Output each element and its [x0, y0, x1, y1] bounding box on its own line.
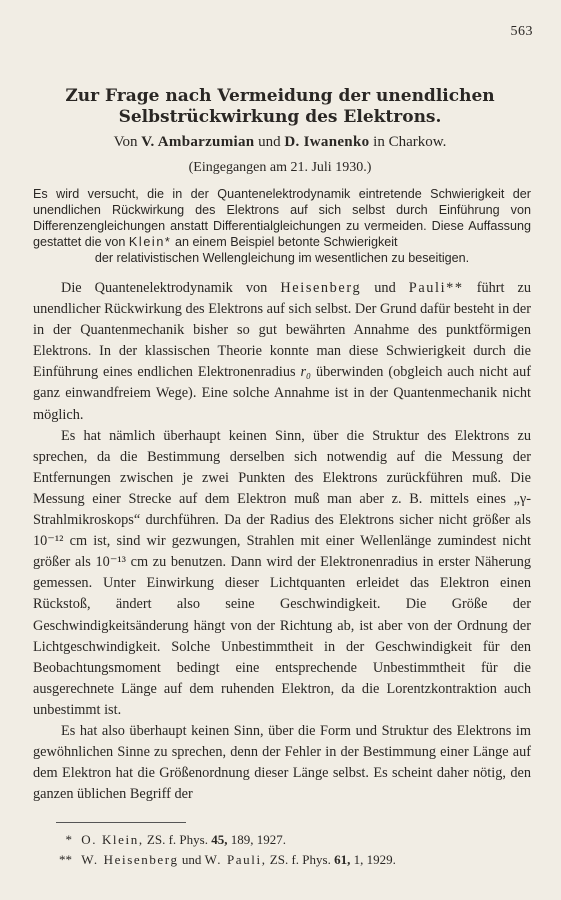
received-date: (Eingegangen am 21. Juli 1930.)	[188, 160, 372, 175]
byline	[40, 134, 520, 151]
p1-text-b: und	[374, 280, 396, 296]
abstract-text: Es wird versucht, die in der Quantenelektrodynamik eintretende Schwierigkeit der unendlichen Rückwirkung des Elektrons auf sich selbst durch Einführung von Differenzengleichungen anstatt Differentialgleichungen zu vermeiden. Diese Auffassung gestattet die von	[33, 187, 531, 249]
footnote-author: O. Klein,	[81, 832, 144, 847]
footnote-journal: ZS. f. Phys.	[146, 832, 208, 847]
footnote-1	[50, 830, 520, 850]
p1-text-a: Die Quantenelektrodynamik von	[61, 280, 268, 296]
name-heisenberg: Heisenberg	[280, 280, 362, 296]
p1-text-c: führt zu unendlicher Rückwirkung des Elektrons auf sich selbst. Der Grund dafür besteht in der in der Quantenmechanik bisher so gut bewährten Annahme des punktförmigen Elektrons. In der klassischen Theorie konnte man diese Schwierigkeit durch die Einführung eines endlichen Elektronenradius	[33, 280, 532, 381]
p2-text-a: Es hat nämlich überhaupt keinen Sinn, über die Struktur des Elektrons zu sprechen, da die Bestimmung derselben sich notwendig auf die Messung der Entfernungen zwischen je zwei Punkten des Elektrons zurückführen muß. Die Messung einer Strecke auf dem Elektron muß man aber z. B. mittels eines „γ-Strahlmikroskops“ durchführen. Da der Radius des Elektrons sicher nicht größer als	[33, 427, 531, 529]
footnote-mark: *	[65, 832, 72, 847]
p2-text-b: cm ist, sind wir gezwungen, Strahlen mit einer Wellenlänge zumindest nicht größer als	[33, 533, 531, 571]
footnote-volume: 45,	[211, 832, 228, 847]
abstract	[33, 186, 531, 266]
p2-text-c: cm zu benutzen. Dann wird der Elektronenradius in erster Näherung gemessen. Unter Einwirkung dieser Lichtquanten erleidet das Elektron einen Rückstoß, ändert also seine Geschwindigkeit. Die Größe der Geschwindigkeitsänderung hängt von der Richtung ab, ist aber von der Ordnung der Lichtgeschwindigkeit. Solche Unbestimmtheit in der Geschwindigkeit für den Beobachtungsmoment bedingt eine entsprechende Unbestimmtheit für die ausgerechnete Länge auf dem ruhenden Elektron, da die Lorentzkontraktion auch unbestimmt ist.	[33, 554, 532, 718]
abstract-text-2: an einem Beispiel betonte Schwierigkeit	[174, 235, 398, 249]
symbol-r0: r₀	[300, 364, 312, 381]
footnote-2	[50, 850, 520, 870]
footnote-divider	[56, 822, 186, 823]
abstract-last-line: der relativistischen Wellengleichung im wesentlichen zu beseitigen.	[94, 251, 470, 265]
author-1: V. Ambarzumian	[141, 134, 255, 150]
footnote-mark: **	[59, 852, 72, 867]
footnote-conj: und	[181, 852, 202, 867]
footnote-volume: 61,	[334, 852, 351, 867]
page-number: 563	[510, 24, 533, 39]
p1-text-d: überwinden (obgleich auch nicht auf ganz einwandfreiem Wege). Eine solche Annahme ist in der Quantenmechanik nicht möglich.	[33, 364, 531, 423]
paragraph-2	[33, 426, 531, 721]
footnote-rest: 1, 1929.	[353, 852, 396, 867]
body-text	[33, 278, 531, 805]
footnotes	[50, 830, 520, 870]
article-title: Zur Frage nach Vermeidung der unendlichen Selbstrückwirkung des Elektrons.	[65, 86, 495, 127]
footnote-author: W. Heisenberg	[81, 852, 179, 867]
abstract-ref-klein: Klein*	[128, 235, 172, 249]
author-2: D. Iwanenko	[284, 134, 370, 150]
name-pauli: Pauli**	[408, 280, 464, 296]
footnote-rest: 189, 1927.	[230, 832, 286, 847]
footnote-author-2: W. Pauli,	[204, 852, 267, 867]
footnote-journal: ZS. f. Phys.	[269, 852, 331, 867]
paragraph-1	[33, 278, 531, 426]
value-10e-13: 10⁻¹³	[95, 554, 126, 571]
byline-location: in Charkow.	[373, 134, 447, 150]
paragraph-3: Es hat also überhaupt keinen Sinn, über die Form und Struktur des Elektrons im gewöhnlichen Sinne zu sprechen, denn der Fehler in der Bestimmung einer Länge auf dem Elektron hat die Größenordnung dieser Länge selbst. Es scheint daher nötig, den ganzen üblichen Begriff der	[33, 722, 531, 803]
byline-prefix: Von	[113, 134, 138, 150]
byline-conj: und	[258, 134, 281, 150]
value-10e-12: 10⁻¹²	[33, 533, 64, 550]
